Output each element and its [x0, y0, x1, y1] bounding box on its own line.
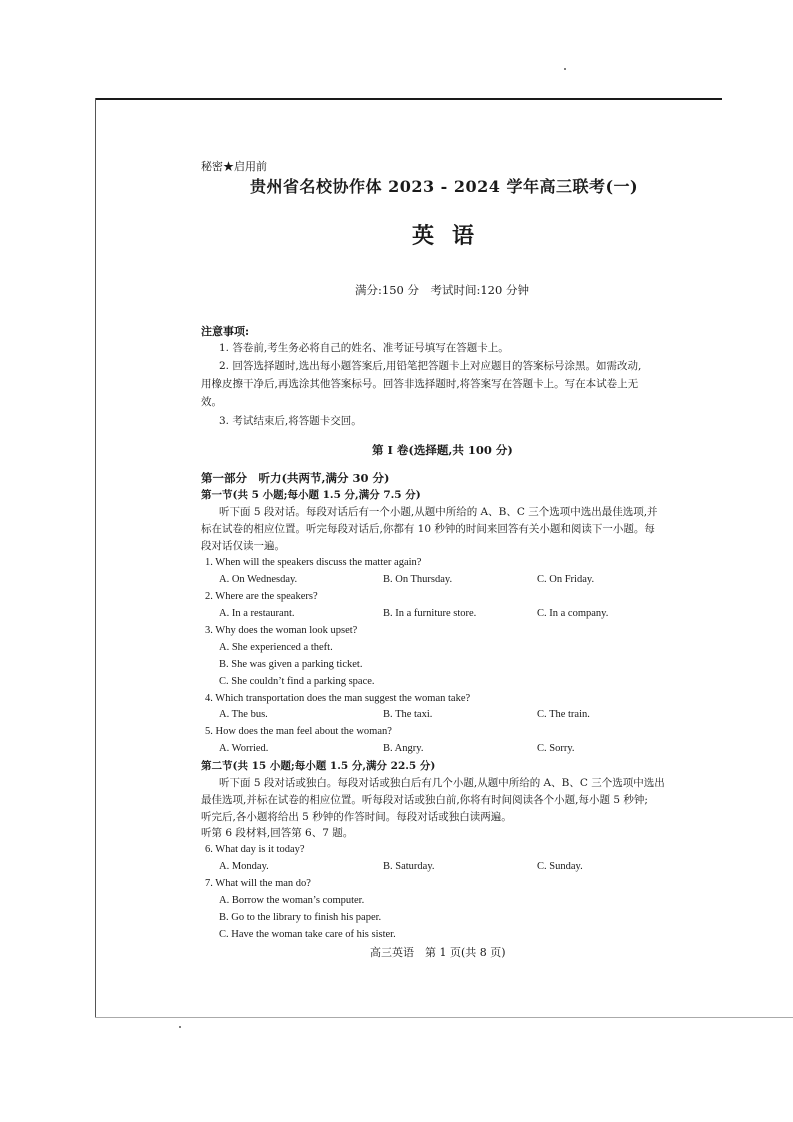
- section-instruction: 听下面 5 段对话或独白。每段对话或独白后有几个小题,从题中所给的 A、B、C 三个选项中选出: [219, 777, 665, 789]
- notice-item: 效。: [201, 396, 222, 408]
- option-b: B. Go to the library to finish his paper.: [219, 912, 382, 923]
- option-c: C. Have the woman take care of his sister.: [219, 929, 396, 940]
- option-c: C. Sunday.: [537, 861, 583, 872]
- option-b: B. In a furniture store.: [383, 608, 477, 619]
- option-a: A. In a restaurant.: [219, 608, 295, 619]
- option-b: B. The taxi.: [383, 709, 433, 720]
- question-stem: 4. Which transportation does the man suggest the woman take?: [205, 693, 471, 704]
- section-instruction: 听下面 5 段对话。每段对话后有一个小题,从题中所给的 A、B、C 三个选项中选出最佳选项,并: [219, 506, 658, 518]
- part-title: 第一部分 听力(共两节,满分 30 分): [201, 471, 390, 485]
- notice-item: 3. 考试结束后,将答题卡交回。: [219, 415, 362, 427]
- notice-item: 2. 回答选择题时,选出每小题答案后,用铅笔把答题卡上对应题目的答案标号涂黑。如需改动,: [219, 360, 642, 372]
- notice-item: 用橡皮擦干净后,再选涂其他答案标号。回答非选择题时,将答案写在答题卡上。写在本试卷上无: [201, 378, 639, 390]
- scan-speck: [564, 68, 566, 70]
- notice-heading: 注意事项:: [201, 325, 250, 338]
- section-title: 第二节(共 15 小题;每小题 1.5 分,满分 22.5 分): [201, 760, 436, 772]
- question-stem: 2. Where are the speakers?: [205, 591, 318, 602]
- option-a: A. She experienced a theft.: [219, 642, 333, 653]
- option-c: C. On Friday.: [537, 574, 595, 585]
- option-c: C. She couldn’t find a parking space.: [219, 676, 375, 687]
- option-b: B. She was given a parking ticket.: [219, 659, 363, 670]
- section-title: 第一节(共 5 小题;每小题 1.5 分,满分 7.5 分): [201, 489, 421, 501]
- section-instruction: 标在试卷的相应位置。听完每段对话后,你都有 10 秒钟的时间来回答有关小题和阅读下一小题。每: [201, 523, 655, 535]
- exam-title: 贵州省名校协作体 2023 - 2024 学年高三联考(一): [250, 177, 639, 196]
- section-instruction: 最佳选项,并标在试卷的相应位置。听每段对话或独白前,你将有时间阅读各个小题,每小题 5 秒钟;: [201, 794, 648, 806]
- volume-title: 第 Ⅰ 卷(选择题,共 100 分): [372, 443, 513, 457]
- section-instruction: 听完后,各小题将给出 5 秒钟的作答时间。每段对话或独白读两遍。: [201, 811, 512, 823]
- option-b: B. Saturday.: [383, 861, 435, 872]
- question-stem: 5. How does the man feel about the woman?: [205, 726, 392, 737]
- question-stem: 1. When will the speakers discuss the matter again?: [205, 557, 422, 568]
- option-c: C. The train.: [537, 709, 590, 720]
- confidential-mark: 秘密★启用前: [201, 160, 267, 173]
- bottom-rule: [95, 1017, 793, 1018]
- option-a: A. On Wednesday.: [219, 574, 298, 585]
- option-a: A. The bus.: [219, 709, 268, 720]
- score-time-info: 满分:150 分 考试时间:120 分钟: [355, 283, 529, 297]
- top-rule: [96, 98, 722, 100]
- scan-speck: [179, 1026, 181, 1028]
- option-a: A. Worried.: [219, 743, 269, 754]
- option-b: B. On Thursday.: [383, 574, 453, 585]
- option-c: C. Sorry.: [537, 743, 575, 754]
- subject-title: 英语: [412, 223, 493, 249]
- notice-item: 1. 答卷前,考生务必将自己的姓名、准考证号填写在答题卡上。: [219, 342, 509, 354]
- question-stem: 6. What day is it today?: [205, 844, 305, 855]
- option-a: A. Borrow the woman’s computer.: [219, 895, 365, 906]
- material-instruction: 听第 6 段材料,回答第 6、7 题。: [201, 827, 354, 839]
- section-instruction: 段对话仅读一遍。: [201, 540, 285, 552]
- option-a: A. Monday.: [219, 861, 269, 872]
- left-rule: [95, 98, 96, 1018]
- question-stem: 7. What will the man do?: [205, 878, 311, 889]
- page-footer: 高三英语 第 1 页(共 8 页): [370, 946, 506, 959]
- option-c: C. In a company.: [537, 608, 609, 619]
- option-b: B. Angry.: [383, 743, 424, 754]
- question-stem: 3. Why does the woman look upset?: [205, 625, 358, 636]
